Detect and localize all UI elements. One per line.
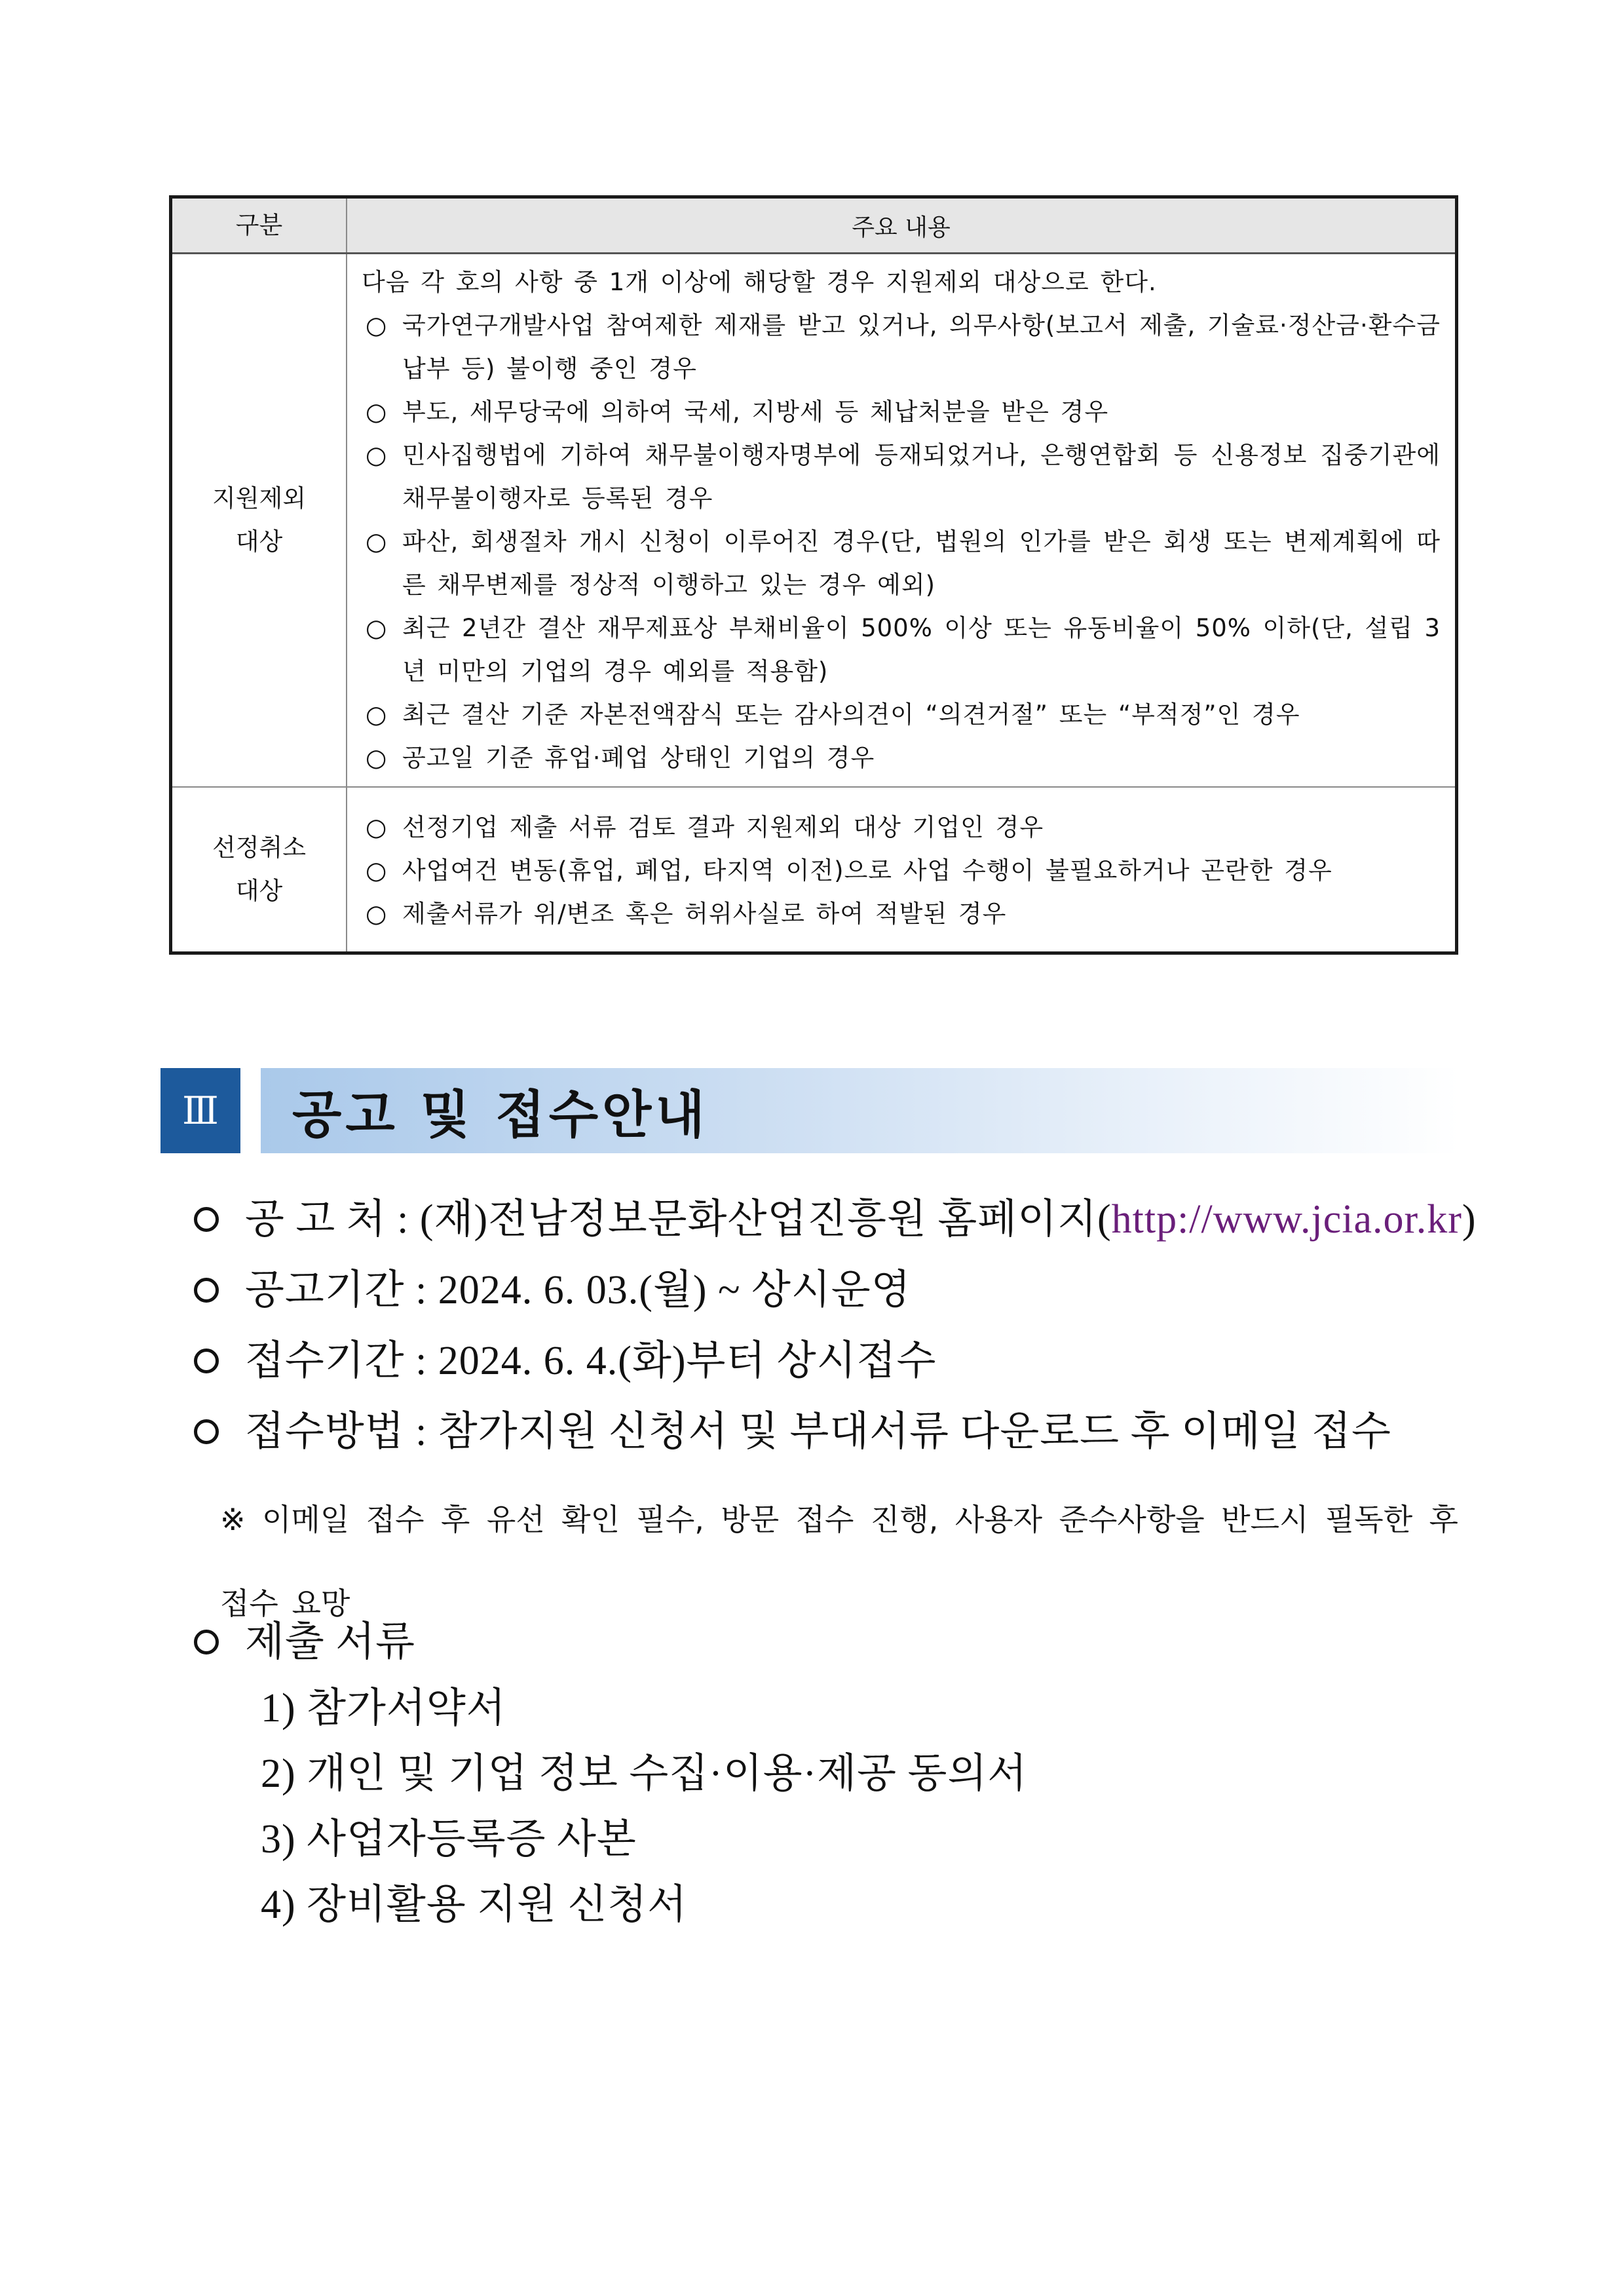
list-item	[362, 607, 1441, 693]
notice-label: 공 고 처 :	[245, 1197, 409, 1242]
receipt-period: 접수기간 : 2024. 6. 4.(화)부터 상시접수	[245, 1339, 937, 1383]
eligibility-table	[169, 195, 1458, 955]
bullet-text: 선정기업 제출 서류 검토 결과 지원제외 대상 기업인 경우	[402, 813, 1044, 841]
list-item	[362, 806, 1441, 849]
list-item	[362, 737, 1441, 780]
ring-bullet-icon	[194, 1207, 219, 1232]
bullet-circle-icon: ○	[366, 311, 388, 339]
ring-bullet-icon	[194, 1419, 219, 1444]
bullet-text: 최근 결산 기준 자본전액잠식 또는 감사의견이 “의견거절” 또는 “부적정”인 경우	[402, 700, 1300, 729]
ring-bullet-icon	[194, 1278, 219, 1303]
docs-title: 제출 서류	[245, 1620, 416, 1664]
list-item	[362, 304, 1441, 391]
bullet-circle-icon: ○	[366, 527, 388, 556]
table-header-row	[171, 197, 1457, 254]
bullet-circle-icon: ○	[366, 856, 388, 885]
row-lead-text: 다음 각 호의 사항 중 1개 이상에 해당할 경우 지원제외 대상으로 한다.	[362, 268, 1157, 296]
bullet-circle-icon: ○	[366, 614, 388, 642]
bullet-circle-icon: ○	[366, 900, 388, 928]
info-receipt-method-line	[194, 1398, 1391, 1457]
category-label: 선정취소 대상	[212, 833, 306, 905]
list-item	[362, 849, 1441, 892]
docs-title-line	[194, 1609, 415, 1667]
bullet-text: 제출서류가 위/변조 혹은 허위사실로 하여 적발된 경우	[402, 900, 1007, 928]
bullet-circle-icon: ○	[366, 744, 388, 772]
section-header-bar	[261, 1068, 1460, 1153]
table-row	[171, 254, 1457, 788]
bullet-text: 부도, 세무당국에 의하여 국세, 지방세 등 체납처분을 받은 경우	[402, 398, 1109, 426]
row-content-exclusion	[347, 254, 1457, 788]
header-content: 주요 내용	[347, 197, 1457, 254]
homepage-link[interactable]: http://www.jcia.or.kr	[1111, 1197, 1462, 1242]
section-title: 공고 및 접수안내	[292, 1086, 709, 1145]
list-item	[362, 693, 1441, 737]
reference-mark-icon: ※	[220, 1502, 246, 1537]
list-item	[362, 892, 1441, 936]
row-category-exclusion	[171, 254, 347, 788]
bullet-circle-icon: ○	[366, 700, 388, 729]
info-notice-line	[194, 1186, 1477, 1244]
bullet-circle-icon: ○	[366, 813, 388, 841]
notice-close: )	[1462, 1197, 1477, 1242]
list-item: 4) 장비활용 지원 신청서	[261, 1883, 688, 1927]
bullet-text: 공고일 기준 휴업·폐업 상태인 기업의 경우	[402, 744, 875, 772]
list-item	[362, 391, 1441, 434]
bullet-circle-icon: ○	[366, 398, 388, 426]
note-text: 이메일 접수 후 유선 확인 필수, 방문 접수 진행, 사용자 준수사항을 반드시 필독한 후 접수 요망	[220, 1502, 1458, 1621]
table-row	[171, 787, 1457, 953]
info-period-line	[194, 1257, 911, 1315]
list-item: 2) 개인 및 기업 정보 수집·이용·제공 동의서	[261, 1751, 1028, 1796]
list-item	[362, 434, 1441, 520]
receipt-method: 접수방법 : 참가지원 신청서 및 부대서류 다운로드 후 이메일 접수	[245, 1409, 1391, 1454]
info-receipt-period-line	[194, 1328, 936, 1386]
header-category: 구분	[171, 197, 347, 254]
list-item: 3) 사업자등록증 사본	[261, 1817, 637, 1862]
list-item	[362, 520, 1441, 607]
ring-bullet-icon	[194, 1349, 219, 1373]
notice-org: (재)전남정보문화산업진흥원 홈페이지(	[419, 1197, 1112, 1242]
bullet-circle-icon: ○	[366, 441, 388, 469]
notice-period: 공고기간 : 2024. 6. 03.(월) ~ 상시운영	[245, 1268, 911, 1312]
bullet-text: 최근 2년간 결산 재무제표상 부채비율이 500% 이상 또는 유동비율이 50% 이하(단, 설립 3년 미만의 기업의 경우 예외를 적용함)	[402, 614, 1441, 685]
list-item: 1) 참가서약서	[261, 1686, 506, 1731]
bullet-text: 파산, 회생절차 개시 신청이 이루어진 경우(단, 법원의 인가를 받은 회생 또는 변제계획에 따른 채무변제를 정상적 이행하고 있는 경우 예외)	[402, 527, 1441, 599]
category-label: 지원제외 대상	[212, 484, 306, 556]
bullet-text: 사업여건 변동(휴업, 폐업, 타지역 이전)으로 사업 수행이 불필요하거나 곤란한 경우	[402, 856, 1332, 885]
row-category-cancellation	[171, 787, 347, 953]
bullet-text: 국가연구개발사업 참여제한 제재를 받고 있거나, 의무사항(보고서 제출, 기술료·정산금·환수금 납부 등) 불이행 중인 경우	[402, 311, 1441, 383]
ring-bullet-icon	[194, 1630, 219, 1655]
section-number: Ⅲ	[161, 1068, 240, 1153]
bullet-text: 민사집행법에 기하여 채무불이행자명부에 등재되었거나, 은행연합회 등 신용정보 집중기관에 채무불이행자로 등록된 경우	[402, 441, 1441, 512]
row-content-cancellation	[347, 787, 1457, 953]
